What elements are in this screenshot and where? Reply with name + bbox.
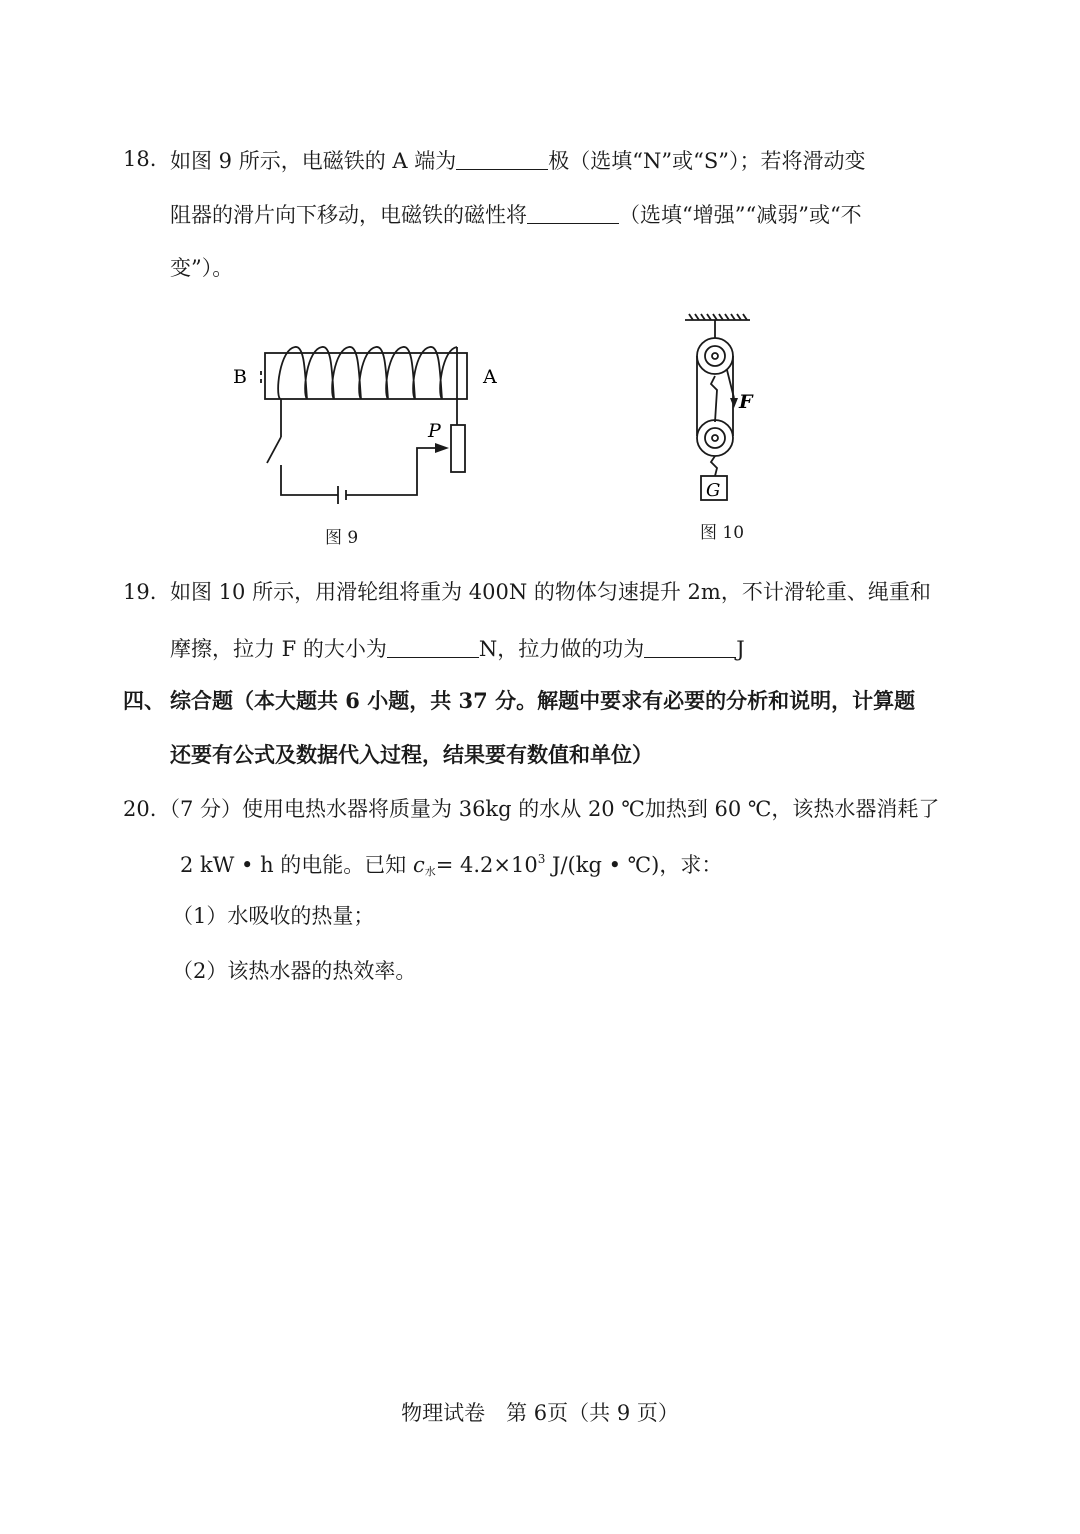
q19-text-a: 摩擦，拉力 F 的大小为 <box>170 637 387 661</box>
q19-line1: 如图 10 所示，用滑轮组将重为 400N 的物体匀速提升 2m，不计滑轮重、绳重和 <box>170 580 931 604</box>
movable-pulley <box>697 420 733 456</box>
specific-heat-symbol: c <box>412 853 425 877</box>
q18-line2 <box>170 203 862 226</box>
q18-text-b: 极（选填“N”或“S”）；若将滑动变 <box>548 149 866 173</box>
section-4-heading-line1: 综合题（本大题共 6 小题，共 37 分。解题中要求有必要的分析和说明，计算题 <box>170 688 916 713</box>
q18-text-d: （选填“增强”“减弱”或“不 <box>619 203 862 227</box>
q20-text-c: J/(kg • ℃)，求： <box>545 853 723 877</box>
rheostat <box>451 425 465 472</box>
wire-bottom <box>281 465 338 495</box>
answer-blank-q18-pole[interactable] <box>456 149 548 170</box>
wire-bottom-right <box>346 448 435 495</box>
slider-arrow <box>435 443 449 453</box>
label-a: A <box>483 366 497 388</box>
specific-heat-subscript: 水 <box>424 865 436 878</box>
iron-core <box>265 353 467 399</box>
page-footer: 物理试卷 第 6页（共 9 页） <box>401 1401 679 1425</box>
coil-winding <box>278 347 457 399</box>
label-f: F <box>739 391 753 413</box>
answer-blank-q19-force[interactable] <box>387 637 479 658</box>
q19-line2 <box>170 637 745 660</box>
q20-line2 <box>180 853 722 877</box>
answer-blank-q19-work[interactable] <box>644 637 736 658</box>
q19-text-b: N，拉力做的功为 <box>478 637 645 661</box>
q19-number: 19. <box>123 580 157 604</box>
q18-number: 18. <box>123 147 157 171</box>
figure-9-circuit-diagram <box>225 335 525 535</box>
switch <box>267 437 281 463</box>
q20-subquestion-2: （2）该热水器的热效率。 <box>172 959 417 983</box>
q20-number: 20. <box>123 797 157 821</box>
figure-9-caption: 图 9 <box>325 528 359 548</box>
section-4-number: 四、 <box>123 688 165 713</box>
hook <box>711 456 717 476</box>
q20-subquestion-1: （1）水吸收的热量； <box>172 904 375 928</box>
label-b: B <box>233 366 247 388</box>
answer-blank-q18-magnetism[interactable] <box>527 203 619 224</box>
q18-line1 <box>170 149 865 172</box>
figure-10-pulley-diagram <box>675 310 795 510</box>
label-g: G <box>706 480 721 501</box>
q18-line3: 变”）。 <box>170 256 234 280</box>
label-p: P <box>428 420 441 442</box>
fixed-pulley <box>697 338 733 374</box>
section-4-heading-line2: 还要有公式及数据代入过程，结果要有数值和单位） <box>170 742 653 767</box>
rope-middle <box>711 376 717 422</box>
exponent: 3 <box>537 852 546 866</box>
q20-text-b: = 4.2×10 <box>435 853 538 877</box>
q18-text-c: 阻器的滑片向下移动，电磁铁的磁性将 <box>170 203 527 227</box>
q18-text-a: 如图 9 所示，电磁铁的 A 端为 <box>170 149 457 173</box>
force-arrow-head <box>730 398 738 408</box>
q20-text-a: 2 kW • h 的电能。已知 <box>180 853 413 877</box>
q19-text-c: J <box>736 637 745 661</box>
q20-line1: （7 分）使用电热水器将质量为 36kg 的水从 20 ℃加热到 60 ℃，该热水器消耗了 <box>159 797 940 821</box>
figure-10-caption: 图 10 <box>700 523 745 543</box>
